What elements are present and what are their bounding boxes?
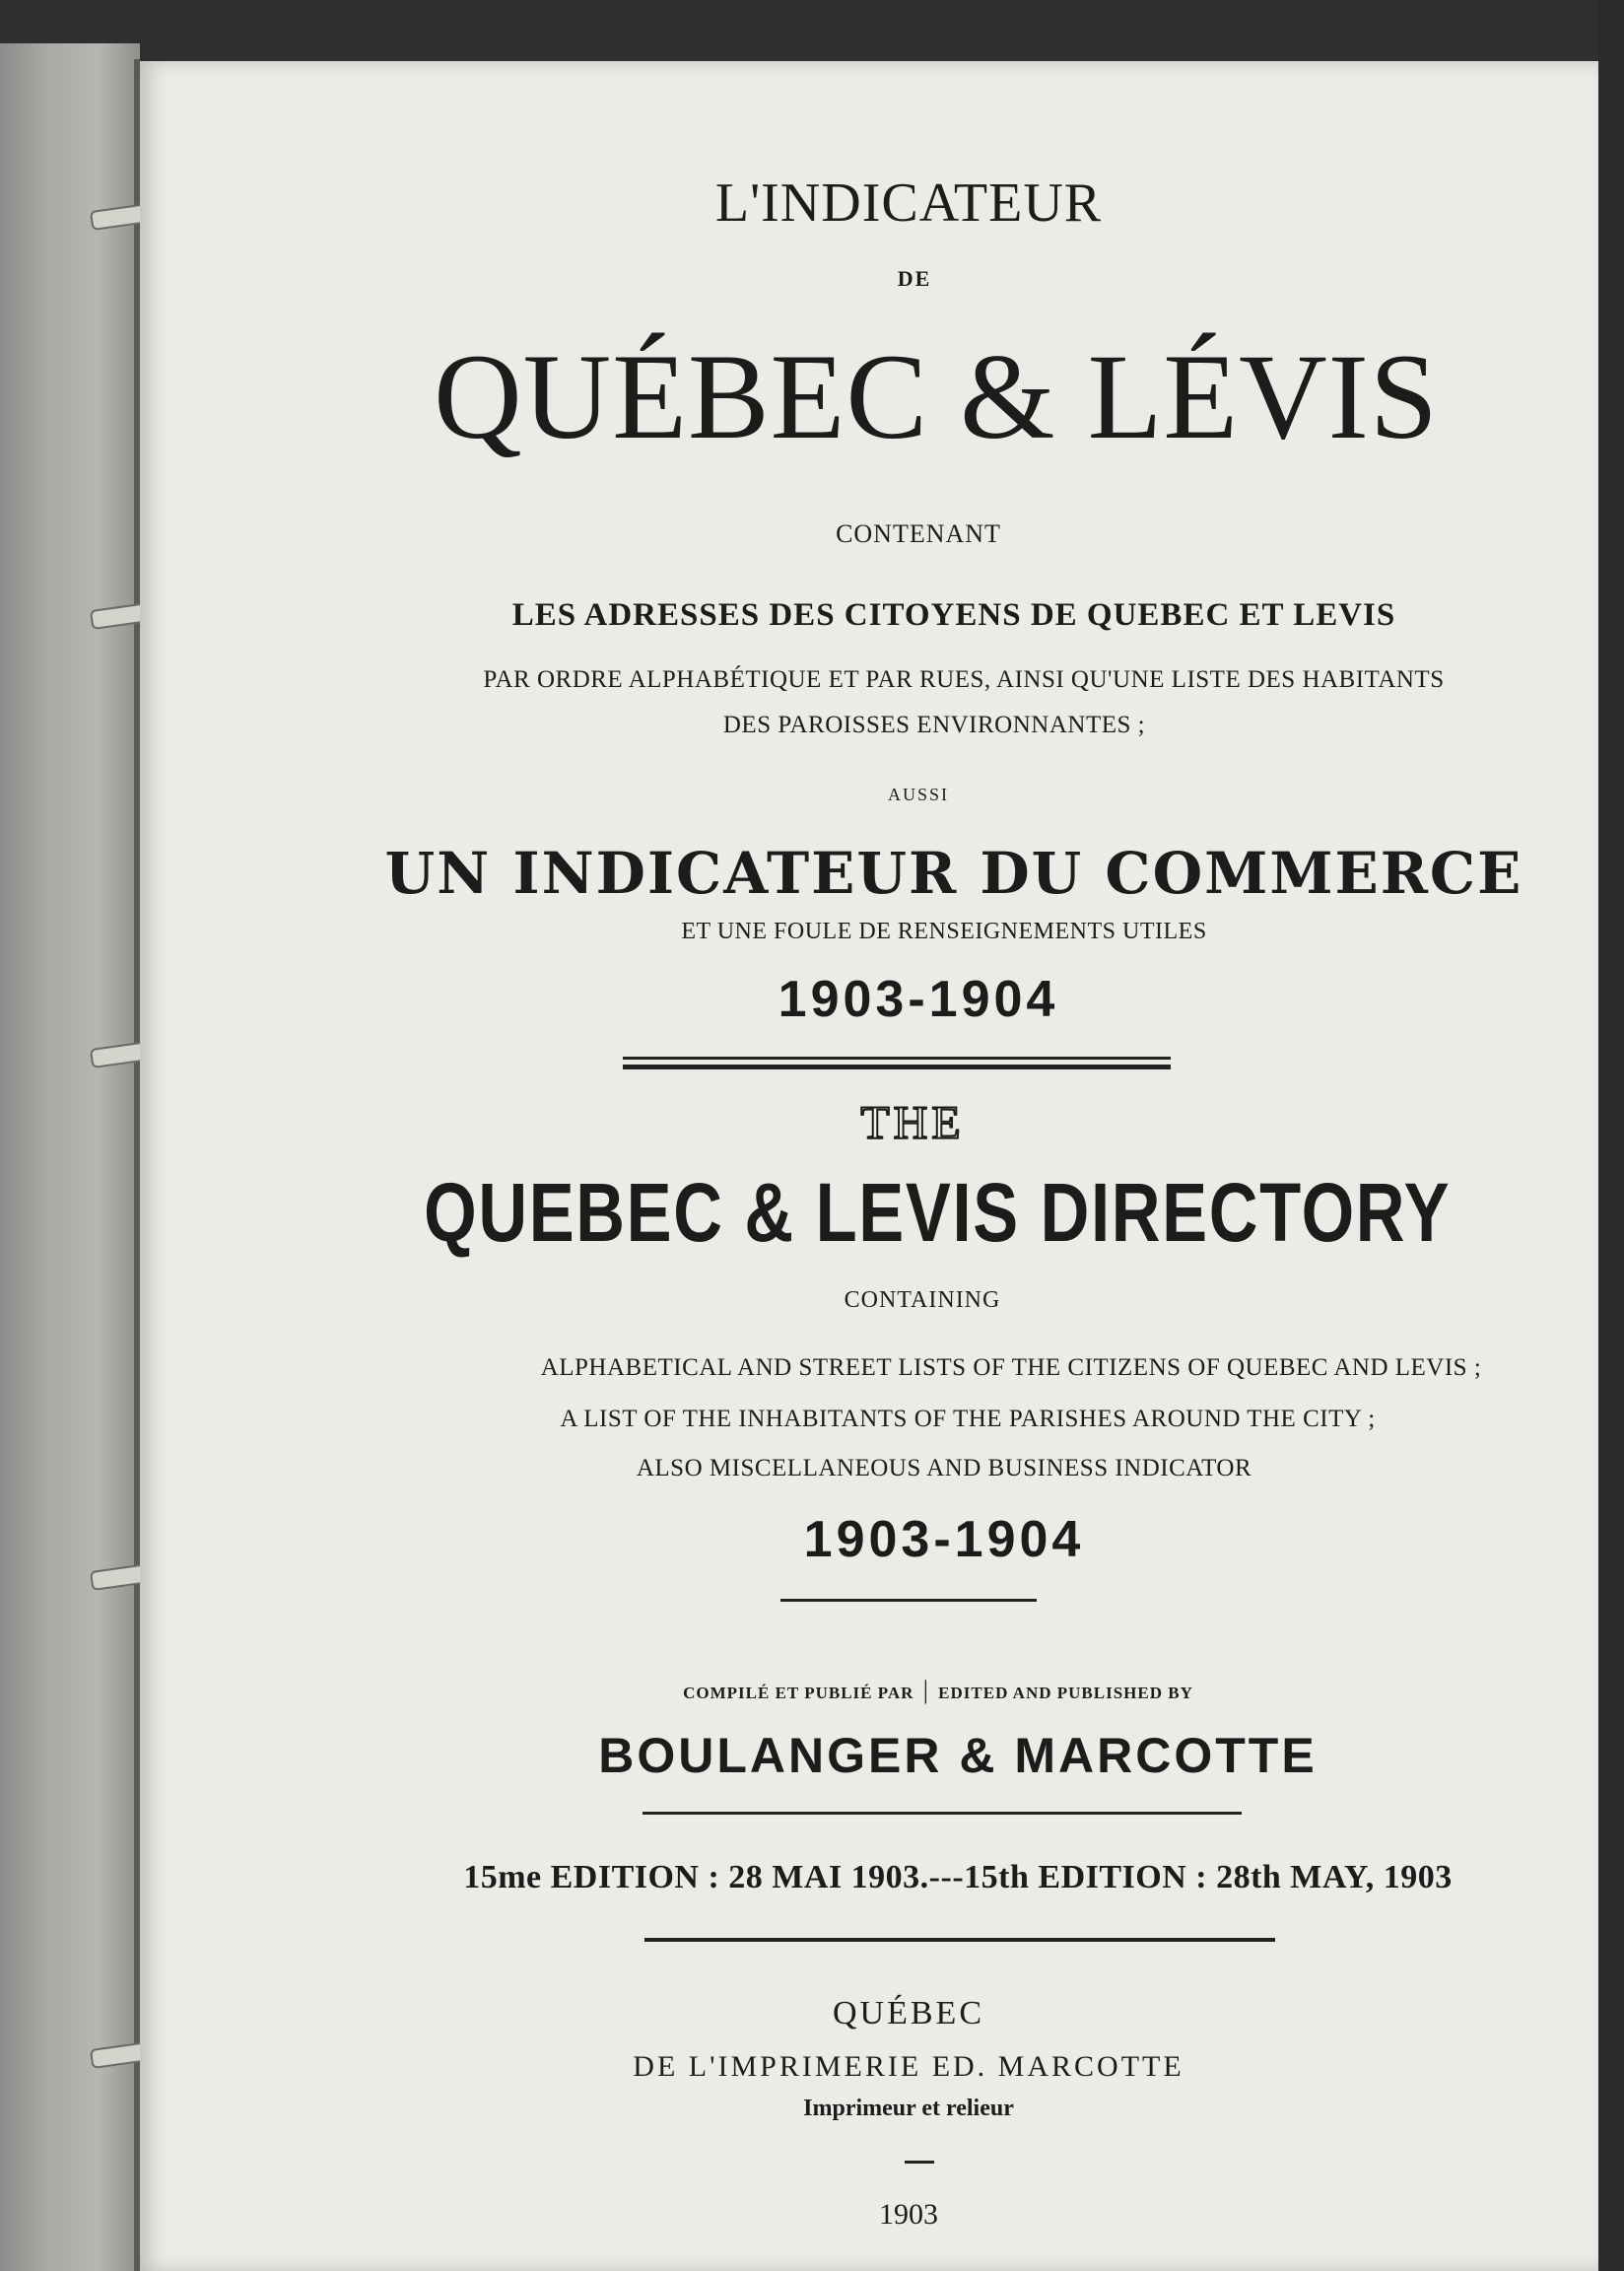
lists-line-3: ALSO MISCELLANEOUS AND BUSINESS INDICATOR xyxy=(636,1455,1252,1481)
indicateur-heading: L'INDICATEUR xyxy=(714,172,1103,234)
imprint-role: Imprimeur et relieur xyxy=(803,2096,1014,2121)
ordre-line-1: PAR ORDRE ALPHABÉTIQUE ET PAR RUES, AINSI QU'UNE LISTE DES HABITANTS xyxy=(483,666,1445,693)
compiled-by xyxy=(140,1676,1624,1705)
edition-rule xyxy=(644,1938,1275,1942)
commerce-heading: UN INDICATEUR DU COMMERCE xyxy=(384,840,1523,907)
years-fr: 1903-1904 xyxy=(778,971,1059,1028)
ordre-line-2: DES PAROISSES ENVIRONNANTES ; xyxy=(722,712,1146,738)
compiled-separator: | xyxy=(922,1676,929,1704)
adresses-line: LES ADRESSES DES CITOYENS DE QUEBEC ET LEVIS xyxy=(511,597,1396,633)
publisher-name: BOULANGER & MARCOTTE xyxy=(598,1728,1318,1783)
publisher-rule xyxy=(643,1812,1242,1815)
lists-line-2: A LIST OF THE INHABITANTS OF THE PARISHES AROUND THE CITY ; xyxy=(560,1406,1376,1432)
title-page xyxy=(140,61,1598,2271)
lists-line-1: ALPHABETICAL AND STREET LISTS OF THE CITIZENS OF QUEBEC AND LEVIS ; xyxy=(540,1354,1482,1381)
scan-top-border xyxy=(0,0,1624,65)
double-rule-top xyxy=(623,1057,1171,1060)
years-en: 1903-1904 xyxy=(803,1511,1085,1568)
short-rule xyxy=(780,1599,1037,1602)
edition-line: 15me EDITION : 28 MAI 1903.---15th EDITION : 28th MAY, 1903 xyxy=(463,1859,1453,1895)
imprint-year: 1903 xyxy=(879,2198,938,2231)
imprint-city: QUÉBEC xyxy=(833,1995,984,2031)
imprint-rule xyxy=(905,2161,934,2164)
imprint-printer: DE L'IMPRIMERIE ED. MARCOTTE xyxy=(633,2050,1184,2083)
aussi-label: AUSSI xyxy=(887,785,949,804)
compiled-fr: COMPILÉ ET PUBLIÉ PAR xyxy=(683,1684,914,1702)
city-heading: QUÉBEC & LÉVIS xyxy=(434,329,1439,464)
de-label: DE xyxy=(897,266,932,291)
double-rule-bottom xyxy=(623,1065,1171,1069)
renseignements-line: ET UNE FOULE DE RENSEIGNEMENTS UTILES xyxy=(681,919,1207,944)
book-binding-edge xyxy=(0,43,140,2271)
compiled-en: EDITED AND PUBLISHED BY xyxy=(938,1684,1193,1702)
directory-heading: QUEBEC & LEVIS DIRECTORY xyxy=(424,1166,1452,1259)
containing-label: CONTAINING xyxy=(844,1287,1001,1313)
contenant-label: CONTENANT xyxy=(836,519,1001,548)
the-label: THE xyxy=(860,1097,965,1149)
